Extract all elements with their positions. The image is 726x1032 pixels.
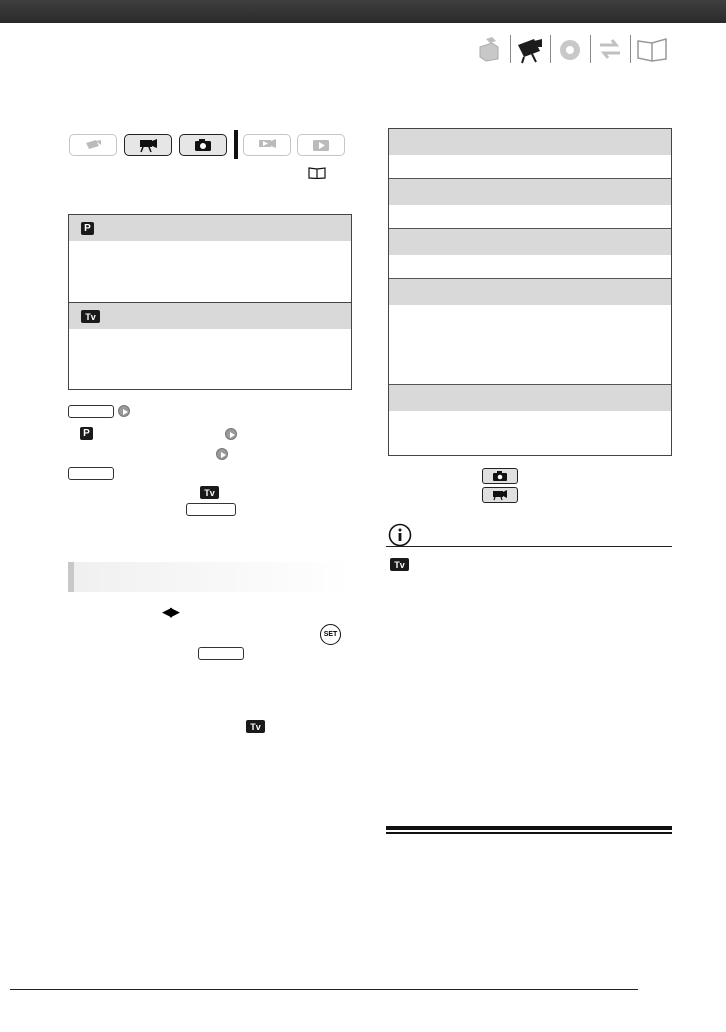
shutter-priority-badge: Tv: [390, 558, 409, 571]
photo-icon[interactable]: [552, 33, 588, 65]
func-button-icon: [186, 503, 236, 516]
set-label: SET: [323, 631, 338, 638]
chapter-divider: [550, 35, 551, 63]
table-row-header: [69, 215, 351, 241]
table-row-header: [69, 303, 351, 329]
info-icon: [388, 523, 412, 552]
video-icon[interactable]: [512, 33, 548, 65]
top-header-band: [0, 0, 726, 23]
movie-record-mode-icon: [124, 134, 172, 156]
dual-shot-mode-icon: [69, 134, 117, 156]
section-heading: [74, 562, 354, 592]
table-row-header: [389, 385, 671, 411]
info-separator: [386, 546, 672, 547]
book-reference-icon: [308, 166, 326, 184]
arrow-icon: [118, 405, 130, 417]
func-button-icon: [68, 405, 114, 418]
external-connections-icon[interactable]: [592, 33, 628, 65]
left-right-arrows-icon: ◀▶: [162, 604, 178, 619]
photo-playback-mode-icon: [297, 134, 345, 156]
shutter-speed-guide-table: [388, 128, 672, 456]
program-ae-badge: P: [80, 427, 93, 440]
program-ae-badge: P: [81, 222, 94, 235]
table-row-header: [389, 129, 671, 155]
arrow-icon: [225, 428, 237, 440]
chapter-divider: [630, 35, 631, 63]
photo-record-mode-icon: [482, 468, 518, 484]
table-row-header: [389, 229, 671, 255]
table-row-header: [389, 179, 671, 205]
shutter-priority-badge: Tv: [81, 310, 100, 323]
mode-separator: [234, 130, 238, 159]
chapter-divider: [510, 35, 511, 63]
section-rule: [386, 826, 672, 830]
arrow-icon: [216, 448, 228, 460]
shutter-priority-badge: Tv: [246, 720, 265, 733]
func-button-icon: [68, 467, 114, 480]
set-button-icon: [320, 624, 341, 645]
footer-rule: [10, 989, 638, 990]
func-button-icon: [198, 647, 244, 660]
intro-icon[interactable]: [472, 33, 508, 65]
movie-playback-mode-icon: [243, 134, 291, 156]
table-row-header: [389, 279, 671, 305]
shutter-priority-badge: Tv: [200, 486, 219, 499]
additional-info-icon[interactable]: [634, 33, 670, 65]
movie-record-mode-icon: [482, 487, 518, 503]
chapter-divider: [590, 35, 591, 63]
section-rule: [386, 832, 672, 834]
photo-record-mode-icon: [179, 134, 227, 156]
mode-description-table: [68, 214, 352, 390]
